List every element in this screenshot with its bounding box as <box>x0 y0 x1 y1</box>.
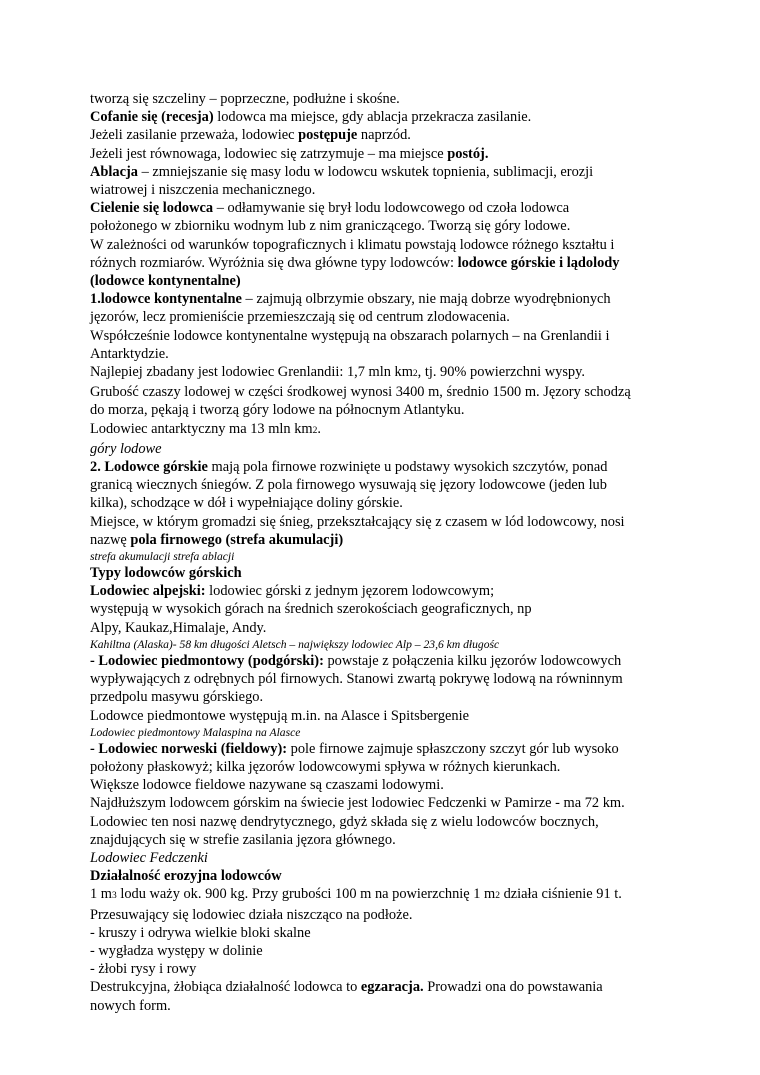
text-run: Najlepiej zbadany jest lodowiec Grenlandii: 1,7 mln km <box>90 364 413 381</box>
text-run: lodowca ma miejsce, gdy ablacja przekracza zasilanie. <box>213 109 532 126</box>
text-run: Lodowiec piedmontowy Malaspina na Alasce <box>90 725 301 739</box>
text-run: Destrukcyjna, żłobiąca działalność lodowca to <box>90 979 361 996</box>
text-line <box>90 831 680 849</box>
text-run: różnych rozmiarów. Wyróżnia się dwa główne typy lodowców: <box>90 254 458 271</box>
text-line <box>90 740 680 758</box>
text-run: jęzorów, lecz promieniście przemieszczają się od centrum zlodowacenia. <box>90 309 510 326</box>
text-run: powstaje z połączenia kilku jęzorów lodowcowych <box>323 652 622 669</box>
text-line <box>90 978 680 996</box>
text-line <box>90 707 680 725</box>
text-run: wiatrowej i niszczenia mechanicznego. <box>90 182 316 199</box>
text-run: , tj. 90% powierzchni wyspy. <box>417 364 585 381</box>
text-run: W zależności od warunków topograficznych i klimatu powstają lodowce różnego kształtu i <box>90 236 615 253</box>
text-line <box>90 494 680 512</box>
text-run: Lodowce piedmontowe występują m.in. na Alasce i Spitsbergenie <box>90 707 470 724</box>
text-run: tworzą się szczeliny – poprzeczne, podłużne i skośne. <box>90 91 400 107</box>
text-line <box>90 327 680 345</box>
text-line <box>90 458 680 476</box>
text-line <box>90 513 680 531</box>
text-run: znajdujących się w strefie zasilania jęzora głównego. <box>90 831 396 848</box>
text-line <box>90 254 680 272</box>
text-line <box>90 345 680 363</box>
text-run: Jeżeli zasilanie przeważa, lodowiec <box>90 127 299 144</box>
text-run: nowych form. <box>90 997 171 1014</box>
text-run: 2 <box>312 425 318 436</box>
text-run: Współcześnie lodowce kontynentalne występują na obszarach polarnych – na Grenlandii i <box>90 327 610 344</box>
bold-text: pola firnowego (strefa akumulacji) <box>130 531 344 548</box>
text-run: Przesuwający się lodowiec działa niszcząco na podłoże. <box>90 906 413 923</box>
text-run: - wygładza występy w dolinie <box>90 942 263 959</box>
text-line <box>90 476 680 494</box>
text-run: Miejsce, w którym gromadzi się śnieg, przekształcający się z czasem w lód lodowcowy, nosi <box>90 513 625 530</box>
text-line <box>90 272 680 290</box>
bold-text: lodowce górskie i lądolody <box>457 254 620 271</box>
text-line <box>90 145 680 163</box>
text-run: występują w wysokich górach na średnich szerokościach geograficznych, np <box>90 601 532 618</box>
text-line <box>90 420 680 440</box>
text-line <box>90 401 680 419</box>
text-line <box>90 383 680 401</box>
text-run: 2 <box>412 369 418 380</box>
text-line <box>90 942 680 960</box>
text-line <box>90 217 680 235</box>
text-line <box>90 652 680 670</box>
text-run: Lodowiec ten nosi nazwę dendrytycznego, gdyż składa się z wielu lodowców bocznych, <box>90 813 599 830</box>
bold-text: 2. Lodowce górskie <box>90 459 208 476</box>
text-run: mają pola firnowe rozwinięte u podstawy wysokich szczytów, ponad <box>207 459 608 476</box>
text-run: położonego w zbiorniku wodnym lub z nim graniczącego. Tworzą się góry lodowe. <box>90 218 571 235</box>
text-line <box>90 108 680 126</box>
text-line <box>90 725 680 740</box>
text-run: lodowiec górski z jednym jęzorem lodowcowym; <box>205 583 495 600</box>
text-run: przedpolu masywu górskiego. <box>90 689 264 706</box>
text-run: 1 m <box>90 886 112 903</box>
text-run: położony płaskowyż; kilka jęzorów lodowcowymi spływa w różnych kierunkach. <box>90 758 561 775</box>
text-run: nazwę <box>90 531 131 548</box>
text-run: góry lodowe <box>90 440 162 457</box>
text-run: strefa akumulacji strefa ablacji <box>90 550 235 564</box>
text-line <box>90 290 680 308</box>
bold-text: 1.lodowce kontynentalne <box>90 291 242 308</box>
text-line <box>90 600 680 618</box>
text-line <box>90 531 680 549</box>
text-run: . <box>317 420 321 437</box>
text-run: granicą wiecznych śniegów. Z pola firnowego wysuwają się jęzory lodowcowe (jeden lub <box>90 477 607 494</box>
text-line <box>90 582 680 600</box>
text-run: naprzód. <box>357 127 411 144</box>
text-line <box>90 924 680 942</box>
text-run: 2 <box>495 891 500 902</box>
text-line <box>90 363 680 383</box>
text-run: – zajmują olbrzymie obszary, nie mają dobrze wyodrębnionych <box>241 291 611 308</box>
text-line <box>90 199 680 217</box>
text-line <box>90 776 680 794</box>
text-line <box>90 960 680 978</box>
text-line <box>90 849 680 867</box>
text-line <box>90 163 680 181</box>
text-line <box>90 637 680 652</box>
text-run: kilka), schodzące w dół i wypełniające doliny górskie. <box>90 495 403 512</box>
text-run: - żłobi rysy i rowy <box>90 961 197 978</box>
bold-text: - Lodowiec norweski (fieldowy): <box>90 740 288 757</box>
text-run: 3 <box>112 891 117 902</box>
text-line <box>90 564 680 582</box>
text-line <box>90 440 680 458</box>
text-line <box>90 181 680 199</box>
text-run: Lodowiec antarktyczny ma 13 mln km <box>90 420 313 437</box>
text-run: Prowadzi ona do powstawania <box>423 979 603 996</box>
text-line <box>90 126 680 144</box>
text-run: wypływających z odrębnych pól firnowych. Stanowi zwartą pokrywę lodową na równinnym <box>90 671 623 688</box>
document-page <box>90 90 680 1015</box>
text-run: lodu waży ok. 900 kg. Przy grubości 100 m na powierzchnię 1 m <box>116 886 496 903</box>
text-line <box>90 813 680 831</box>
text-run: pole firnowe zajmuje spłaszczony szczyt gór lub wysoko <box>287 740 619 757</box>
text-run: Lodowiec Fedczenki <box>90 849 208 866</box>
text-run: działa ciśnienie 91 t. <box>499 886 622 903</box>
text-run: do morza, pękają i tworzą góry lodowe na północnym Atlantyku. <box>90 402 465 419</box>
bold-text: Działalność erozyjna lodowców <box>90 868 282 885</box>
bold-text: egzaracja. <box>360 979 424 996</box>
text-run: – zmniejszanie się masy lodu w lodowcu wskutek topnienia, sublimacji, erozji <box>137 163 594 180</box>
bold-text: - Lodowiec piedmontowy (podgórski): <box>90 652 324 669</box>
bold-text: Typy lodowców górskich <box>90 565 242 582</box>
text-line <box>90 688 680 706</box>
bold-text: Ablacja <box>90 163 138 180</box>
text-run: Najdłuższym lodowcem górskim na świecie jest lodowiec Fedczenki w Pamirze - ma 72 km. <box>90 795 625 812</box>
text-line <box>90 90 680 108</box>
bold-text: (lodowce kontynentalne) <box>90 273 241 290</box>
text-line <box>90 906 680 924</box>
bold-text: Cofanie się (recesja) <box>90 109 214 126</box>
text-line <box>90 997 680 1015</box>
text-run: Alpy, Kaukaz,Himalaje, Andy. <box>90 619 267 636</box>
text-run: – odłamywanie się brył lodu lodowcowego od czoła lodowca <box>213 200 570 217</box>
bold-text: postępuje <box>298 127 358 144</box>
text-line <box>90 758 680 776</box>
text-run: Antarktydzie. <box>90 345 169 362</box>
text-line <box>90 308 680 326</box>
text-line <box>90 867 680 885</box>
text-line <box>90 794 680 812</box>
bold-text: Lodowiec alpejski: <box>90 583 206 600</box>
text-line <box>90 885 680 905</box>
text-run: Większe lodowce fieldowe nazywane są czaszami lodowymi. <box>90 777 444 794</box>
bold-text: Cielenie się lodowca <box>90 200 214 217</box>
text-run: Grubość czaszy lodowej w części środkowej wynosi 3400 m, średnio 1500 m. Jęzory schodzą <box>90 384 631 401</box>
text-line <box>90 619 680 637</box>
text-line <box>90 236 680 254</box>
text-run: - kruszy i odrywa wielkie bloki skalne <box>90 924 311 941</box>
text-line <box>90 549 680 564</box>
text-line <box>90 670 680 688</box>
bold-text: postój. <box>447 145 489 162</box>
text-run: Jeżeli jest równowaga, lodowiec się zatrzymuje – ma miejsce <box>90 145 448 162</box>
text-run: Kahiltna (Alaska)- 58 km długości Aletsch – największy lodowiec Alp – 23,6 km długośc <box>90 637 500 651</box>
